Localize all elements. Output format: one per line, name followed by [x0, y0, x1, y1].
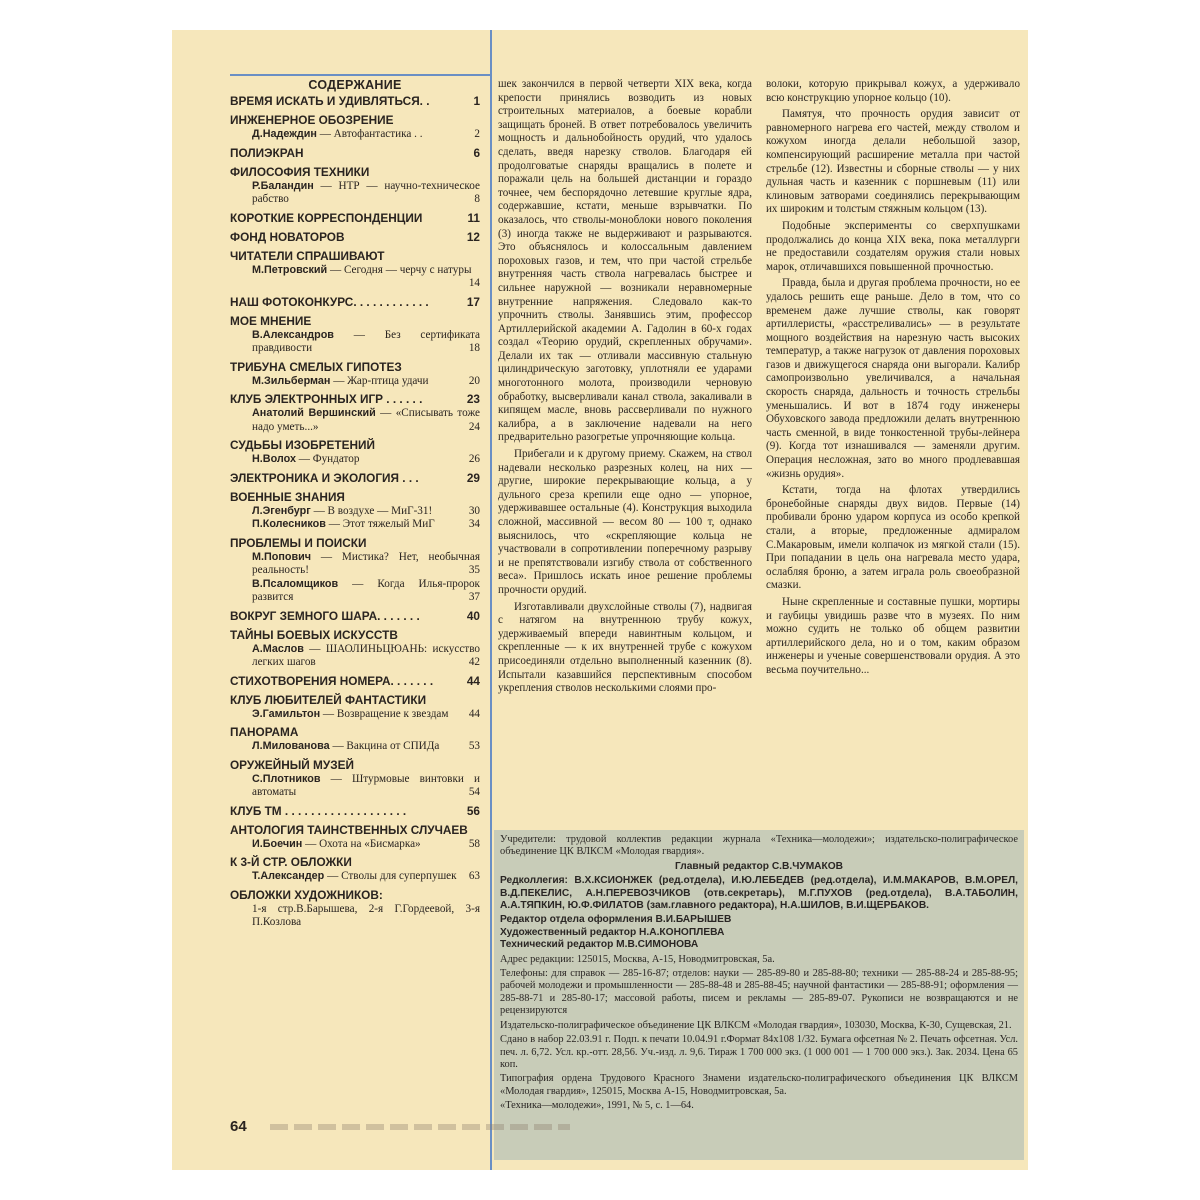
toc-entry-title: — Возвращение к звездам	[320, 707, 449, 720]
imprint-print-info: Сдано в набор 22.03.91 г. Подп. к печати 10.04.91 г.Формат 84x108 1/32. Бумага офсетная № 2. Печать офсетная. Усл. печ. л. 6,72. Усл. кр.-отт. 28,56. Уч.-изд. л. 9,6. Тираж 1 700 000 экз. (1 000 001 — 1 700 000 экз.). Зак. 2034. Цена 65 коп.	[500, 1034, 1018, 1070]
toc-entry-author: В.Александров	[252, 328, 334, 341]
toc-heading-text: ОБЛОЖКИ ХУДОЖНИКОВ:	[230, 887, 383, 902]
toc-section-heading	[230, 230, 480, 245]
toc-section-heading	[230, 165, 480, 180]
toc-section	[230, 609, 480, 624]
toc-section	[230, 536, 480, 605]
toc-entry-author: Р.Баландин	[252, 179, 314, 192]
article-paragraph: Изготавливали двухслойные стволы (7), надвигая с натягом на внутреннюю трубу кожух, удерживаемый впереди навинтным кольцом, и скрепленные — к их внутренней трубе с кожухом присоединяли отдельно выполненный казенник (8). Испытали казавшийся перспективным способом укрепления стволов несколькими слоями про-	[498, 600, 752, 695]
toc-heading-text: ЧИТАТЕЛИ СПРАШИВАЮТ	[230, 248, 385, 263]
toc-heading-text: ПОЛИЭКРАН	[230, 145, 304, 160]
imprint-printing-house: Типография ордена Трудового Красного Знамени издательско-полиграфического объединения ЦК ВЛКСМ «Молодая гвардия», 125015, Москва А-15, Новодмитровская, 5а.	[500, 1073, 1018, 1097]
toc-entry-page: 58	[468, 837, 480, 850]
toc-entry	[230, 329, 480, 356]
toc-section-heading	[230, 471, 480, 486]
toc-section-heading	[230, 758, 480, 773]
toc-section	[230, 628, 480, 670]
toc-section	[230, 165, 480, 207]
toc-heading-text: ТРИБУНА СМЕЛЫХ ГИПОТЕЗ	[230, 359, 402, 374]
imprint-address: Адрес редакции: 125015, Москва, А-15, Новодмитровская, 5а.	[500, 953, 775, 965]
toc-heading-text: МОЕ МНЕНИЕ	[230, 313, 312, 328]
toc-heading-text: ФОНД НОВАТОРОВ	[230, 229, 345, 244]
toc-heading-text: ИНЖЕНЕРНОЕ ОБОЗРЕНИЕ	[230, 113, 394, 127]
toc-heading-text: КОРОТКИЕ КОРРЕСПОНДЕНЦИИ	[230, 210, 423, 225]
toc-entry-author: М.Попович	[252, 550, 312, 563]
article-paragraph: Ныне скрепленные и составные пушки, мортиры и гаубицы увидишь разве что в музеях. По ним можно судить не только об общем развитии артиллерийского дела, но и о том, каким образом инженеры и ученые совершенствовали орудия. А это весьма поучительно...	[766, 595, 1020, 676]
toc-heading-text: КЛУБ ТМ . . . . . . . . . . . . . . . . . . .	[230, 803, 407, 818]
toc-entry-page: 42	[468, 656, 480, 668]
toc-heading-text: ОРУЖЕЙНЫЙ МУЗЕЙ	[230, 757, 354, 772]
toc-section	[230, 438, 480, 467]
toc-heading-page: 6	[473, 145, 480, 160]
toc-section-heading	[230, 725, 480, 740]
toc-entry	[230, 708, 480, 722]
toc-entry-title: — Автофантастика . .	[316, 128, 423, 140]
toc-entry-title: — ШАОЛИНЬЦЮАНЬ: искусство легких шагов	[252, 642, 480, 668]
toc-section	[230, 888, 480, 930]
toc-section	[230, 230, 480, 245]
toc-heading-text: ПРОБЛЕМЫ И ПОИСКИ	[230, 535, 367, 550]
toc-entry	[230, 551, 480, 578]
toc-entry-title: — Мистика? Нет, необычная реальность!	[252, 550, 480, 576]
toc-entry-title: — Фундатор	[295, 453, 360, 465]
toc-heading-text: ВОКРУГ ЗЕМНОГО ШАРА. . . . . . .	[230, 608, 420, 623]
toc-entry	[230, 773, 480, 800]
toc-section	[230, 94, 480, 109]
column-divider	[490, 30, 492, 1170]
toc-heading-page: 29	[466, 470, 480, 485]
toc-section	[230, 295, 480, 310]
toc-entry	[230, 453, 480, 467]
toc-heading-text: НАШ ФОТОКОНКУРС. . . . . . . . . . . .	[230, 294, 429, 309]
article-column-2	[498, 78, 752, 699]
toc-heading-text: КЛУБ ЭЛЕКТРОННЫХ ИГР . . . . . .	[230, 392, 423, 406]
toc-section	[230, 674, 480, 689]
toc-heading-page: 17	[466, 294, 480, 309]
toc-entry-author: Анатолий Вершинский	[252, 407, 376, 419]
toc-heading-text: КЛУБ ЛЮБИТЕЛЕЙ ФАНТАСТИКИ	[230, 692, 427, 707]
toc-section-heading	[230, 674, 480, 689]
article-paragraph: Кстати, тогда на флотах утвердились бронебойные снаряды двух видов. Первые (14) пробивали броню ударом корпуса из особо крепкой стали, а вторые, предложенные адмиралом С.Макаровым, имели колпачок из мягкой стали (15). При попадании в цель она нагревала место удара, ослабляя броню, а затем играла роль своеобразной смазки.	[766, 484, 1020, 592]
toc-entry-page: 26	[468, 453, 480, 465]
imprint-citation: «Техника—молодежи», 1991, № 5, с. 1—64.	[500, 1100, 694, 1112]
toc-section-heading	[230, 609, 480, 624]
toc-entry-author: А.Маслов	[252, 642, 304, 655]
imprint-phones: Телефоны: для справок — 285-16-87; отделов: науки — 285-89-80 и 285-88-80; техники — 285-88-24 и 285-88-95; рабочей молодежи и промышленности — 285-88-48 и 285-88-45; научной фантастики — 285-88-91; оформления — 285-88-71 и 285-80-17; массовой работы, писем и рекламы — 285-89-07. Рукописи не возвращаются и не рецензируются	[500, 968, 1018, 1017]
toc-section	[230, 693, 480, 722]
toc-section	[230, 211, 480, 226]
toc-entry-page: 8	[474, 193, 480, 205]
toc-heading-text: СТИХОТВОРЕНИЯ НОМЕРА. . . . . . .	[230, 673, 434, 688]
toc-entry-title: — Штурмовые винтовки и автоматы	[252, 772, 480, 798]
toc-section-heading	[230, 314, 480, 329]
toc-section	[230, 146, 480, 161]
imprint-publisher: Издательско-полиграфическое объединение ЦК ВЛКСМ «Молодая гвардия», 103030, Москва, К-30, Сущевская, 21.	[500, 1019, 1012, 1031]
toc-section	[230, 249, 480, 291]
toc-heading-text: ВРЕМЯ ИСКАТЬ И УДИВЛЯТЬСЯ. .	[230, 94, 430, 108]
toc-section-heading	[230, 823, 480, 838]
toc-entry-author: Л.Эгенбург	[252, 504, 311, 517]
toc-section-heading	[230, 360, 480, 375]
toc-section-heading	[230, 392, 480, 407]
imprint-box	[494, 830, 1024, 1160]
article-paragraph: шек закончился в первой четверти XIX века, когда крепости принялись возводить из новых строительных материалов, а боевые корабли защищать броней. В ответ потребовалось увеличить мощность и дальнобойность орудий, что удалось сделать, введя нарезку стволов. Благодаря ей продолговатые снаряды вращались в полете и поражали цель на большей дистанции и гораздо точнее, чем беспорядочно летевшие круглые ядра, содержавшие, кстати, меньше взрывчатки. По оказалось, что стволы-моноблоки нового поколения (3) иногда также не выдерживают и разрываются. Это объяснялось и колоссальным давлением пороховых газов, и тем, что при частой стрельбе внутренняя часть ствола нагревалась быстрее и сильнее наружной — возникали неравномерные внутренние напряжения. Следовало как-то упрочнить стволы. Занявшись этим, профессор Артиллерийской академии А. Гадолин в 60-х годах создал «Теорию орудий, скрепленных обручами». Делали их так — отливали массивную стальную цилиндрическую заготовку, уплотняли ее ударами многотонного молота, производили черновую обработку, высверливали канал ствола, закаливали в кипящем масле, вновь рассверливали по нужного калибра, а в заключение надевали на него предварительно разогретые упрочняющие кольца.	[498, 78, 752, 444]
toc-heading-text: ТАЙНЫ БОЕВЫХ ИСКУССТВ	[230, 627, 398, 642]
toc-heading-text: ФИЛОСОФИЯ ТЕХНИКИ	[230, 164, 370, 179]
toc-entry-page: 18	[468, 342, 480, 354]
toc-entry-author: М.Зильберман	[252, 374, 331, 387]
toc-heading-text: АНТОЛОГИЯ ТАИНСТВЕННЫХ СЛУЧАЕВ	[230, 822, 468, 837]
article-paragraph: Подобные эксперименты со сверхпушками продолжались до конца XIX века, пока металлурги не предоставили создателям оружия стали новых марок, отличавшихся повышенной прочностью.	[766, 219, 1020, 273]
toc-entry	[230, 643, 480, 670]
imprint-board-label: Редколлегия:	[500, 875, 568, 887]
toc-entry-author: Э.Гамильтон	[252, 707, 321, 720]
toc-entry	[230, 505, 480, 519]
toc-heading-page: 44	[466, 673, 480, 688]
toc-entry	[230, 375, 480, 389]
toc-section-heading	[230, 146, 480, 161]
toc-entry	[230, 903, 480, 930]
toc-entry-title: — Этот тяжелый МиГ	[325, 518, 435, 530]
article-column-3	[766, 78, 1020, 681]
toc-entry-author: Н.Волох	[252, 453, 296, 465]
toc-entry-author: П.Колесников	[252, 518, 326, 530]
toc-section	[230, 314, 480, 356]
toc-section-heading	[230, 888, 480, 903]
toc-entry-page: 53	[468, 740, 480, 752]
toc-heading-page: 11	[467, 210, 480, 225]
toc-heading-page: 56	[466, 803, 480, 818]
toc-entry	[230, 578, 480, 605]
imprint-board	[500, 875, 1018, 912]
toc-heading-text: ВОЕННЫЕ ЗНАНИЯ	[230, 489, 345, 504]
imprint-board-list: В.Х.КСИОНЖЕК (ред.отдела), И.Ю.ЛЕБЕДЕВ (ред.отдела), И.М.МАКАРОВ, В.М.ОРЕЛ, В.Д.ПЕКЕЛИС, А.Н.ПЕРЕВОЗЧИКОВ (отв.секретарь), М.Г.ПУХОВ (ред.отдела), В.А.ТАБОЛИН, А.А.ТЯПКИН, Ю.Ф.ФИЛАТОВ (зам.главного редактора), Н.А.ШИЛОВ, В.И.ЩЕРБАКОВ.	[500, 875, 1018, 912]
imprint-founders: Учредители: трудовой коллектив редакции журнала «Техника—молодежи»; издательско-полиграфическое объединение ЦК ВЛКСМ «Молодая гвардия».	[500, 834, 1018, 858]
toc-entry-title: — В воздухе — МиГ-31!	[310, 504, 433, 517]
toc-entry-page: 63	[468, 870, 480, 882]
toc-entry	[230, 407, 480, 434]
toc-section-heading	[230, 295, 480, 310]
toc-section	[230, 392, 480, 434]
toc-section	[230, 113, 480, 142]
toc-entry-author: Л.Милованова	[252, 740, 330, 752]
toc-entry-author: В.Псаломщиков	[252, 577, 339, 590]
toc-entry	[230, 264, 480, 291]
toc-entry	[230, 838, 480, 852]
toc-top-rule	[230, 74, 492, 76]
toc-section	[230, 490, 480, 532]
toc-entry-title: — Без сертификата правдивости	[252, 328, 480, 354]
table-of-contents	[230, 78, 480, 934]
toc-entry-page: 35	[468, 564, 480, 576]
toc-heading-text: СУДЬБЫ ИЗОБРЕТЕНИЙ	[230, 438, 375, 452]
toc-section	[230, 471, 480, 486]
toc-title: СОДЕРЖАНИЕ	[308, 78, 402, 92]
toc-entry-page: 20	[468, 374, 480, 387]
imprint-design-editor: Редактор отдела оформления В.И.БАРЫШЕВ	[500, 914, 732, 926]
toc-heading-text: К 3-Й СТР. ОБЛОЖКИ	[230, 855, 352, 869]
article-paragraph: Правда, была и другая проблема прочности, но ее удалось решить еще раньше. Дело в том, что со временем даже лучшие стволы, как говорят артиллеристы, «расстреливались» — в результате мощного воздействия на нарезную часть высоких температур, а также нагрузок от давления пороховых газов и движущегося снаряда они выгорали. Калибр самопроизвольно увеличивался, а начальная скорость снаряда, дальность и точность стрельбы уменьшались. И вот в 1874 году инженеры Обуховского завода предложили делать внутреннюю часть сменной, в виде тонкостенной трубы-лейнера (9). Когда тот изнашивался — заменяли другим. Операция несложная, зато во много продлевавшая «жизнь орудия».	[766, 277, 1020, 480]
toc-entry-author: М.Петровский	[252, 263, 328, 276]
toc-entry-title: — Вакцина от СПИДа	[329, 740, 440, 752]
article-paragraph: Прибегали и к другому приему. Скажем, на ствол надевали несколько разрезных колец, на них — другие, широкие перекрывающие кольца, а у дульного среза крепили еще одно — упорное, удерживавшее остальные (4). Конструкция выходила сложной, массивной — весом 80 — 100 т, однако выяснилось, что «скрепляющие кольца не участвовали в сопротивлении поперечному разрыву и не препятствовали изгибу ствола от собственного веса». Пришлось искать иное решение проблемы прочности орудий.	[498, 448, 752, 596]
page-number: 64	[230, 1118, 247, 1135]
toc-heading-text: ЭЛЕКТРОНИКА И ЭКОЛОГИЯ . . .	[230, 470, 419, 485]
magazine-page	[172, 30, 1028, 1170]
toc-entry-title: — Жар-птица удачи	[330, 374, 429, 387]
toc-entry-title: — НТР — научно-техническое рабство	[252, 179, 480, 205]
toc-heading-page: 12	[466, 229, 480, 244]
toc-entry-author: Д.Надеждин	[252, 128, 317, 140]
toc-entry	[230, 128, 480, 142]
toc-entry-title: — Сегодня — черчу с натуры	[327, 263, 472, 276]
imprint-chief-editor: Главный редактор С.В.ЧУМАКОВ	[674, 860, 844, 872]
toc-section-heading	[230, 855, 480, 870]
toc-section-heading	[230, 94, 480, 109]
toc-entry-author: И.Боечин	[252, 837, 303, 850]
article-paragraph: Памятуя, что прочность орудия зависит от равномерного нагрева его частей, между стволом и кожухом иногда делали небольшой зазор, компенсирующий расширение металла при частой стрельбе (12). Известны и сборные стволы — у них дульная часть и казенник с поршневым (11) или клиновым затворами соединялись перекрывающим их широким и толстым стяжным кольцом (13).	[766, 108, 1020, 216]
toc-section	[230, 725, 480, 754]
toc-entry-page: 37	[468, 591, 480, 603]
toc-section-heading	[230, 693, 480, 708]
toc-section-heading	[230, 804, 480, 819]
toc-heading-page: 40	[466, 608, 480, 623]
toc-entry-title: 1-я стр.В.Барышева, 2-я Г.Гордеевой, 3-я П.Козлова	[252, 902, 480, 928]
toc-entry	[230, 870, 480, 884]
toc-entry-page: 34	[468, 518, 480, 530]
toc-entry-page: 54	[468, 786, 480, 798]
toc-section	[230, 823, 480, 852]
toc-entry-title: — Стволы для суперпушек	[324, 870, 457, 882]
toc-entry-title: — Когда Илья-пророк развится	[252, 577, 480, 603]
toc-heading-page: 1	[473, 94, 480, 108]
toc-section-heading	[230, 113, 480, 128]
toc-section-heading	[230, 211, 480, 226]
toc-entry-author: Т.Александер	[252, 870, 325, 882]
toc-section	[230, 758, 480, 800]
toc-entry-author: С.Плотников	[252, 772, 321, 785]
toc-section-heading	[230, 628, 480, 643]
imprint-tech-editor: Технический редактор М.В.СИМОНОВА	[500, 939, 699, 951]
toc-section	[230, 855, 480, 884]
article-paragraph: волоки, которую прикрывал кожух, а удерживало всю конструкцию упорное кольцо (10).	[766, 78, 1020, 104]
toc-entry-page: 24	[468, 420, 480, 433]
toc-entry	[230, 180, 480, 207]
toc-section-heading	[230, 438, 480, 453]
imprint-art-editor: Художественный редактор Н.А.КОНОПЛЕВА	[500, 926, 725, 938]
toc-entry	[230, 740, 480, 754]
toc-entry-page: 44	[468, 707, 480, 720]
toc-section	[230, 804, 480, 819]
toc-entry-page: 2	[474, 128, 480, 140]
toc-heading-page: 23	[466, 392, 480, 406]
toc-entry-title: — «Списывать тоже надо уметь...»	[252, 407, 480, 433]
print-smudge	[270, 1124, 570, 1130]
toc-entry-title: — Охота на «Бисмарка»	[302, 837, 421, 850]
toc-section-heading	[230, 249, 480, 264]
toc-entry-page: 30	[468, 504, 480, 517]
toc-section	[230, 360, 480, 389]
toc-entry-page: 14	[468, 277, 480, 289]
toc-entry	[230, 518, 480, 532]
toc-section-heading	[230, 490, 480, 505]
toc-heading-text: ПАНОРАМА	[230, 725, 299, 739]
toc-section-heading	[230, 536, 480, 551]
